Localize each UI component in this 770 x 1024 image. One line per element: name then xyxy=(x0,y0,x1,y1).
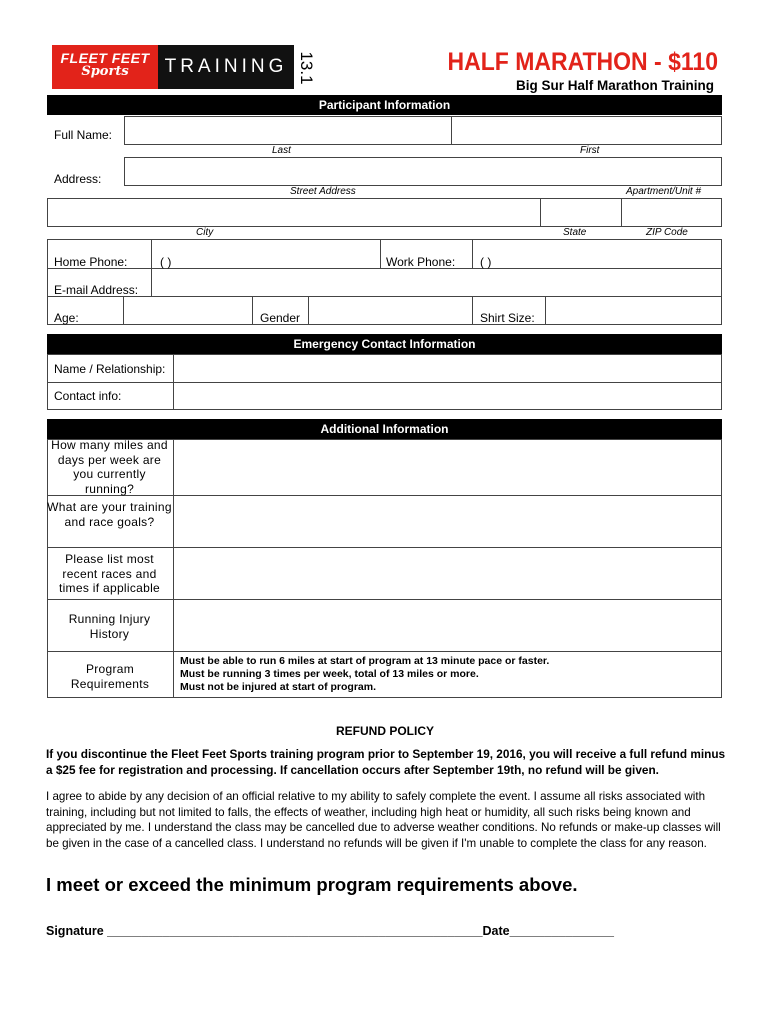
city-field[interactable] xyxy=(47,198,541,227)
signature-label: Signature ______________________________________________________ xyxy=(46,924,483,938)
name-relationship-label: Name / Relationship: xyxy=(54,362,166,376)
requirements-statement: I meet or exceed the minimum program requirements above. xyxy=(46,874,578,895)
miles-per-week-label: How many miles and days per week are you currently running? xyxy=(51,438,168,496)
date-label: Date_______________ xyxy=(482,924,614,938)
col-divider xyxy=(472,239,473,269)
program-requirements-label: Program Requirements xyxy=(70,662,150,691)
gender-field[interactable] xyxy=(309,297,472,324)
last-name-field[interactable] xyxy=(124,116,452,145)
page-title: HALF MARATHON - $110 xyxy=(447,48,718,76)
last-caption: Last xyxy=(272,145,291,156)
work-phone-field[interactable]: ( ) xyxy=(480,255,492,269)
miles-per-week-field[interactable] xyxy=(174,440,721,495)
refund-body: If you discontinue the Fleet Feet Sports training program prior to September 19, 2016, you will receive a full refund minus a $25 fee for registration and processing. If cancellation occurs after September 19th, no refund will be given. xyxy=(46,747,726,777)
first-caption: First xyxy=(580,145,600,156)
street-caption: Street Address xyxy=(290,186,356,197)
requirements-text xyxy=(180,655,549,694)
gender-label: Gender xyxy=(260,311,301,325)
apt-caption: Apartment/Unit # xyxy=(626,186,702,197)
logo-line1: FLEET FEET xyxy=(60,50,150,66)
shirt-size-field[interactable] xyxy=(546,297,721,324)
email-field[interactable] xyxy=(152,269,721,296)
col-divider xyxy=(472,296,473,325)
requirement-2: Must be running 3 times per week, total of 13 miles or more. xyxy=(180,668,479,680)
work-phone-label: Work Phone: xyxy=(386,255,456,269)
recent-races-field[interactable] xyxy=(174,548,721,599)
age-label: Age: xyxy=(54,311,79,325)
email-label: E-mail Address: xyxy=(54,283,139,297)
page-subtitle: Big Sur Half Marathon Training xyxy=(515,78,714,93)
name-relationship-field[interactable] xyxy=(174,355,721,382)
injury-history-field[interactable] xyxy=(174,600,721,651)
agreement-text: I agree to abide by any decision of an official relative to my ability to safely complete the event. I assume all risks associated with training, including but not limited to falls, the effects of weather, including high heat or humidity, all such risks being known and appreciated by me. I understand the class may be cancelled due to adverse weather conditions. No refunds or make-up classes will be given in the case of a cancelled class. I understand no refunds will be given if I'm unable to complete the class for any reason. xyxy=(46,790,721,850)
training-logo: TRAINING xyxy=(158,45,294,89)
home-phone-label: Home Phone: xyxy=(54,255,128,269)
fleet-feet-logo xyxy=(52,45,158,89)
recent-races-label: Please list most recent races and times if applicable xyxy=(58,552,161,595)
age-field[interactable] xyxy=(124,297,252,324)
contact-info-label: Contact info: xyxy=(54,389,122,403)
goals-label: What are your training and race goals? xyxy=(47,500,172,529)
state-caption: State xyxy=(563,227,587,238)
address-label: Address: xyxy=(54,172,102,186)
first-name-field[interactable] xyxy=(451,116,722,145)
col-divider xyxy=(380,239,381,269)
goals-field[interactable] xyxy=(174,496,721,547)
row-divider xyxy=(47,651,722,652)
col-divider xyxy=(151,239,152,269)
logo-line2: Sports xyxy=(81,64,129,79)
refund-heading: REFUND POLICY xyxy=(335,724,434,738)
contact-info-field[interactable] xyxy=(174,383,721,410)
additional-heading: Additional Information xyxy=(47,419,722,439)
state-field[interactable] xyxy=(540,198,622,227)
requirement-3: Must not be injured at start of program. xyxy=(180,681,377,693)
signature-line[interactable] xyxy=(46,924,614,938)
requirement-1: Must be able to run 6 miles at start of program at 13 minute pace or faster. xyxy=(180,655,550,667)
shirt-size-label: Shirt Size: xyxy=(480,311,535,325)
zip-field[interactable] xyxy=(621,198,722,227)
full-name-label: Full Name: xyxy=(54,128,113,142)
participant-heading: Participant Information xyxy=(47,95,722,115)
city-caption: City xyxy=(196,227,214,238)
zip-caption: ZIP Code xyxy=(646,227,688,238)
distance-label: 13.1 xyxy=(297,51,316,85)
col-divider xyxy=(252,296,253,325)
home-phone-field[interactable]: ( ) xyxy=(160,255,172,269)
emergency-heading: Emergency Contact Information xyxy=(47,334,722,354)
injury-history-label: Running Injury History xyxy=(68,612,151,641)
street-field[interactable] xyxy=(124,157,722,186)
